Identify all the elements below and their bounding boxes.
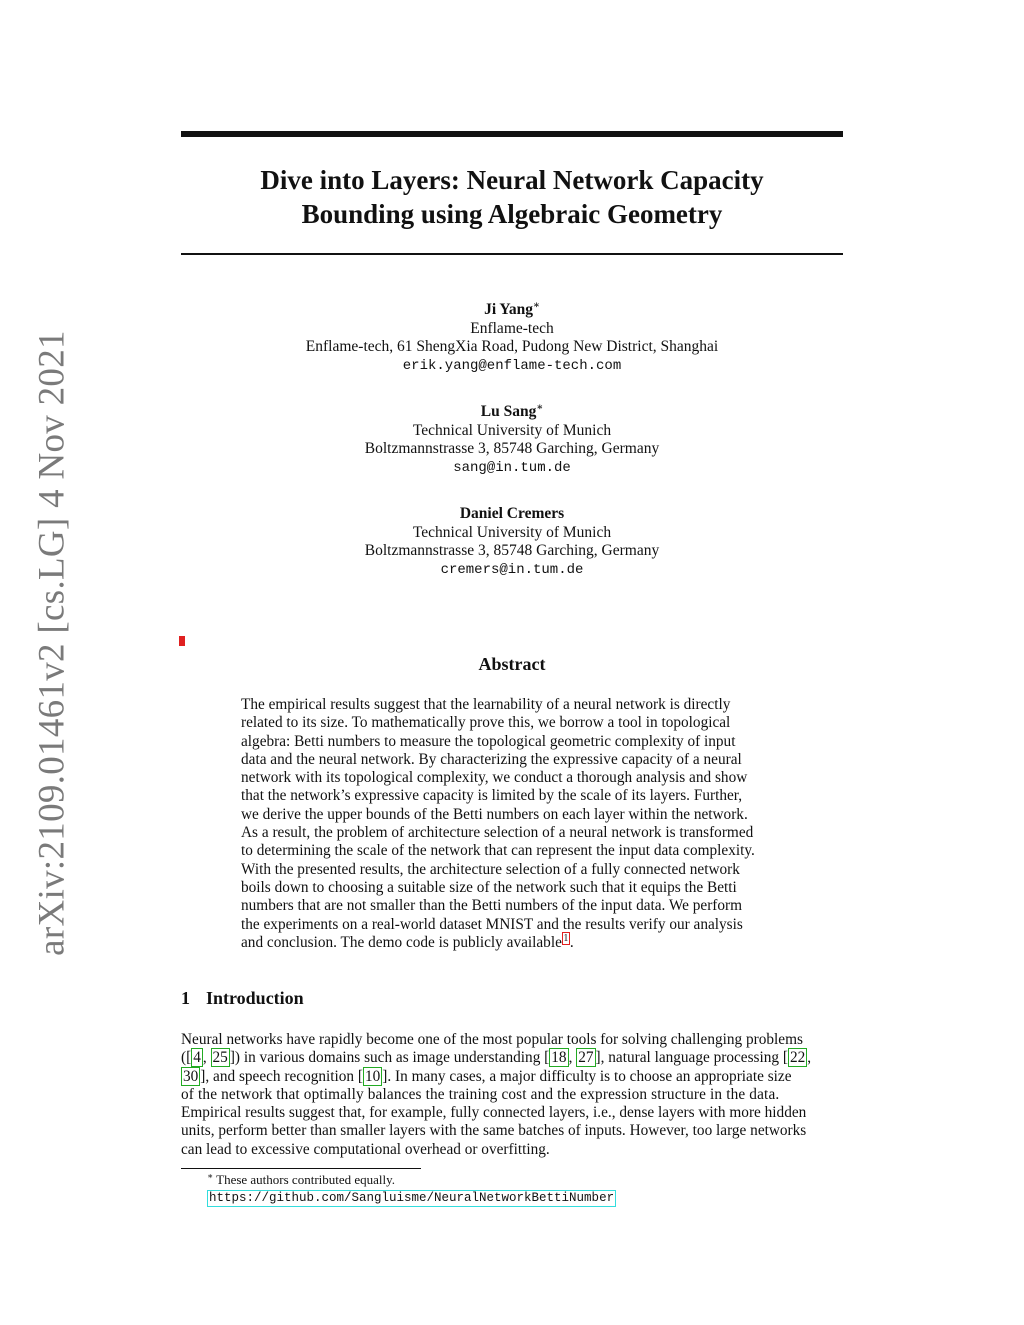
author-name: Ji Yang∗ [484,299,540,318]
footnote-code-url[interactable]: https://github.com/Sangluisme/NeuralNetworkBettiNumber [209,1191,615,1205]
link-anchor-marker[interactable] [179,636,185,646]
author-affiliation: Enflame-tech [470,319,554,337]
abstract-line: The empirical results suggest that the learnability of a neural network is directly [241,696,731,713]
author-address: Enflame-tech, 61 ShengXia Road, Pudong New District, Shanghai [305,338,719,355]
author-affiliation: Technical University of Munich [412,421,612,439]
abstract-line: we derive the upper bounds of the Betti numbers on each layer within the network. [241,805,748,823]
footnote-equal-contribution [207,1172,395,1188]
title-line-1: Dive into Layers: Neural Network Capacity [260,165,764,195]
author-daniel-cremers [181,505,843,579]
abstract-line: boils down to choosing a suitable size of the network such that it equips the Betti [241,878,737,896]
abstract-body [241,696,786,952]
intro-line: Neural networks have rapidly become one of the most popular tools for solving challenging problems [181,1031,803,1048]
paper-title [181,163,843,231]
author-ji-yang [181,301,843,375]
title-line-2: Bounding using Algebraic Geometry [301,199,723,229]
citation-link[interactable]: 18 [551,1049,567,1067]
intro-line: of the network that optimally balances the training cost and the expression structure in the data. [181,1085,780,1103]
intro-line-citations: 30 ], and speech recognition [ 10 ]. In many cases, a major difficulty is to choose an appropriate size [183,1067,792,1085]
footnote-text: These authors contributed equally. [216,1172,396,1187]
citation-link[interactable]: 22 [789,1049,806,1067]
citation-link[interactable]: 4 [193,1049,201,1067]
section-number: 1 [181,988,190,1008]
author-address: Boltzmannstrasse 3, 85748 Garching, Germany [364,440,660,457]
author-name: Lu Sang∗ [480,401,544,420]
author-lu-sang [181,403,843,477]
footnote-rule [181,1168,421,1169]
footnote-link-1[interactable]: 1 [563,932,569,944]
citation-link[interactable]: 10 [364,1067,381,1085]
citation-link[interactable]: 25 [212,1049,228,1067]
abstract-line: the experiments on a real-world dataset MNIST and the results verify our analysis [241,915,743,933]
abstract-line: network with its topological complexity, we conduct a thorough analysis and show [241,769,748,787]
introduction-paragraph [181,1031,845,1159]
equal-contribution-mark: ∗ [533,299,540,311]
author-email[interactable]: erik.yang@enflame-tech.com [402,357,622,374]
abstract-line: that the network’s expressive capacity is limited by the scale of its layers. Further, [241,787,743,805]
intro-line-citations: ([ 4 , 25 ]) in various domains such as image understanding [ 18 , 27 ], natural language processing [ 22 , [181,1049,812,1067]
intro-line: Empirical results suggest that, for example, fully connected layers, i.e., dense layers with more hidden [181,1104,807,1122]
author-email[interactable]: sang@in.tum.de [453,459,571,476]
abstract-line: data and the neural network. By characterizing the expressive capacity of a neural [241,750,742,768]
abstract-line: algebra: Betti numbers to measure the topological geometric complexity of input [241,732,736,750]
author-address: Boltzmannstrasse 3, 85748 Garching, Germany [364,542,660,559]
title-bottom-rule [181,253,843,255]
section-title: Introduction [206,988,304,1008]
equal-contribution-mark: ∗ [536,401,544,413]
abstract-line: As a result, the problem of architecture selection of a neural network is transformed [241,824,754,842]
intro-line: can lead to excessive computational overhead or overfitting. [181,1140,550,1158]
intro-line: units, perform better than smaller layers with the same batches of inputs. However, too large networks [181,1122,807,1140]
footnote-mark: ∗ [207,1170,214,1181]
section-heading-introduction [181,987,304,1009]
author-affiliation: Technical University of Munich [412,523,612,541]
citation-link[interactable]: 30 [183,1067,199,1085]
abstract-line: numbers that are not smaller than the Betti numbers of the input data. We perform [241,897,743,915]
title-top-rule [181,131,843,137]
abstract-heading: Abstract [478,654,546,674]
abstract-last-line: and conclusion. The demo code is publicly available $^1$. [241,932,574,951]
abstract-line: With the presented results, the architecture selection of a fully connected network [241,860,740,878]
abstract-line: to determining the scale of the network that can represent the input data complexity. [241,842,755,860]
citation-link[interactable]: 27 [578,1049,594,1067]
arxiv-identifier-text: arXiv:2109.01461v2 [cs.LG] 4 Nov 2021 [31,330,73,956]
author-name: Daniel Cremers [459,505,565,522]
abstract-line: related to its size. To mathematically prove this, we borrow a tool in topological [241,714,731,732]
author-email[interactable]: cremers@in.tum.de [440,561,584,578]
